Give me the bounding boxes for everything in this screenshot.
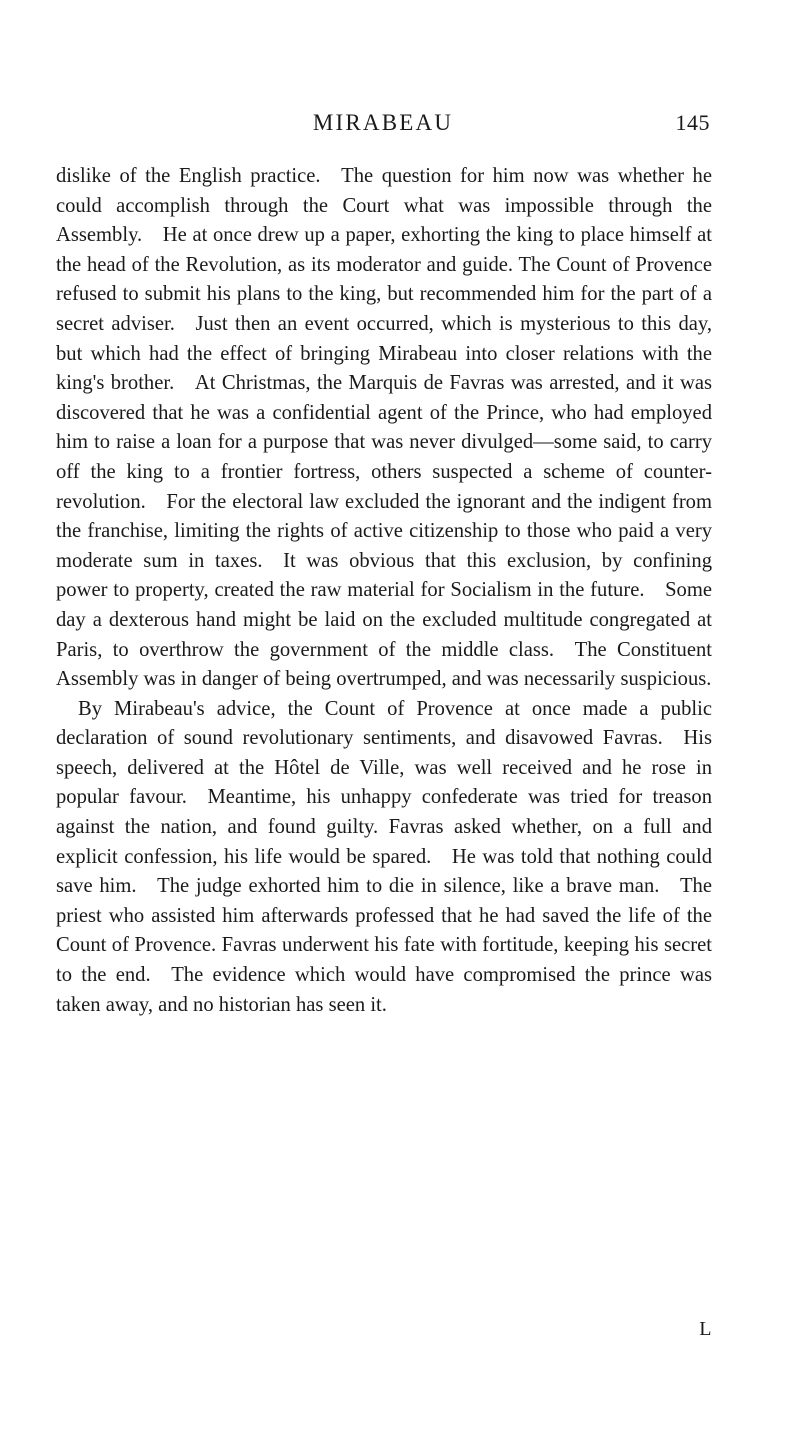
page-number: 145 (675, 110, 710, 135)
page-header (56, 110, 710, 136)
running-head-title: MIRABEAU (312, 110, 454, 135)
paragraph: By Mirabeau's advice, the Count of Provence at once made a public declaration of sound revolutionary sentiments, and disavowed Favras. His speech, delivered at the Hôtel de Ville, was well received and he rose in popular favour. Meantime, his unhappy confederate was tried for treason against the nation, and found guilty. Favras asked whether, on a full and explicit confession, his life would be spared. He was told that nothing could save him. The judge exhorted him to die in silence, like a brave man. The priest who assisted him afterwards professed that he had saved the life of the Count of Provence. Favras underwent his fate with fortitude, keeping his secret to the end. The evidence which would have compromised the prince was taken away, and no historian has seen it. (56, 697, 712, 1016)
paragraph: dislike of the English practice. The question for him now was whether he could accomplish through the Court what was impossible through the Assembly. He at once drew up a paper, exhorting the king to place himself at the head of the Revolution, as its moderator and guide. The Count of Provence refused to submit his plans to the king, but recommended him for the part of a secret adviser. Just then an event occurred, which is mysterious to this day, but which had the effect of bringing Mirabeau into closer relations with the king's brother. At Christmas, the Marquis de Favras was arrested, and it was discovered that he was a confidential agent of the Prince, who had employed him to raise a loan for a purpose that was never divulged—some said, to carry off the king to a frontier fortress, others suspected a scheme of counter-revolution. For the electoral law excluded the ignorant and the indigent from the franchise, limiting the rights of active citizenship to those who paid a very moderate sum in taxes. It was obvious that this exclusion, by confining power to property, created the raw material for Socialism in the future. Some day a dexterous hand might be laid on the excluded multitude congregated at Paris, to overthrow the government of the middle class. The Constituent Assembly was in danger of being overtrumped, and was necessarily suspicious. (56, 165, 712, 691)
signature-mark: L (699, 1318, 712, 1340)
body-text (56, 162, 712, 1020)
